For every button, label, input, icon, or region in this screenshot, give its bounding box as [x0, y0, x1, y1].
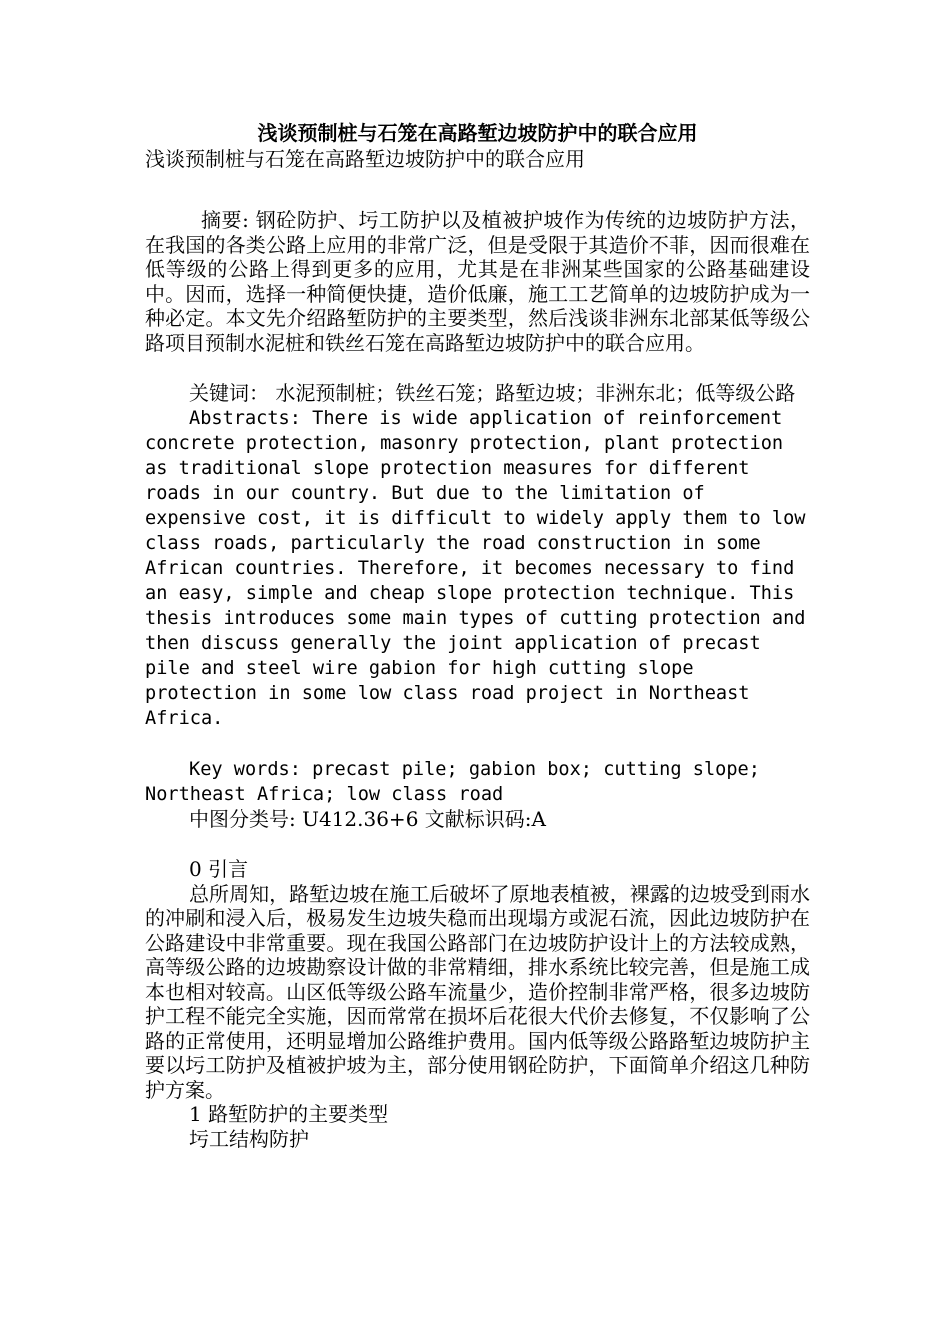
keywords-cn: 关键词： 水泥预制桩；铁丝石笼；路堑边坡；非洲东北；低等级公路: [189, 381, 796, 405]
abstract-en: Abstracts: There is wide application of reinforcement concrete protection, masonry protection, plant protection as traditional slope protection measures for different roads in our country. But due to the limitation of expensive cost, it is difficult to widely apply them to low class roads, particularly the road construction in some African countries. Therefore, it becomes necessary to find an easy, simple and cheap slope protection technique. This thesis introduces some main types of cutting protection and then discuss generally the joint application of precast pile and steel wire gabion for high cutting slope protection in some low class road project in Northeast Africa.: [145, 407, 806, 729]
section-1-heading: 1 路堑防护的主要类型: [189, 1102, 389, 1126]
section-1-subheading: 圬工结构防护: [189, 1126, 309, 1151]
keywords-en: Key words: precast pile; gabion box; cutting slope; Northeast Africa; low class road: [145, 758, 760, 805]
abstract-cn: 摘要: 钢砼防护、圬工防护以及植被护坡作为传统的边坡防护方法，在我国的各类公路上应用的非常广泛，但是受限于其造价不菲，因而很难在低等级的公路上得到更多的应用，尤其是在非洲某些国家的公路基础建设中。因而，选择一种简便快捷，造价低廉，施工工艺简单的边坡防护成为一种必定。本文先介绍路堑防护的主要类型，然后浅谈非洲东北部某低等级公路项目预制水泥桩和铁丝石笼在高路堑边坡防护中的联合应用。: [145, 208, 810, 355]
classification-line: 中图分类号: U412.36+6 文献标识码:A: [189, 806, 546, 831]
document-title: 浅谈预制桩与石笼在高路堑边坡防护中的联合应用: [257, 121, 698, 145]
section-0-body: 总所周知，路堑边坡在施工后破坏了原地表植被，裸露的边坡受到雨水的冲刷和浸入后，极易发生边坡失稳而出现塌方或泥石流，因此边坡防护在公路建设中非常重要。现在我国公路部门在边坡防护设计上的方法较成熟，高等级公路的边坡勘察设计做的非常精细，排水系统比较完善，但是施工成本也相对较高。山区低等级公路车流量少，造价控制非常严格，很多边坡防护工程不能完全实施，因而常常在损坏后花很大代价去修复，不仅影响了公路的正常使用，还明显增加公路维护费用。国内低等级公路路堑边坡防护主要以圬工防护及植被护坡为主，部分使用钢砼防护，下面简单介绍这几种防护方案。: [145, 881, 810, 1102]
section-0-heading: 0 引言: [189, 857, 249, 881]
document-subtitle: 浅谈预制桩与石笼在高路堑边坡防护中的联合应用: [145, 147, 585, 171]
document-page: [145, 120, 810, 1151]
